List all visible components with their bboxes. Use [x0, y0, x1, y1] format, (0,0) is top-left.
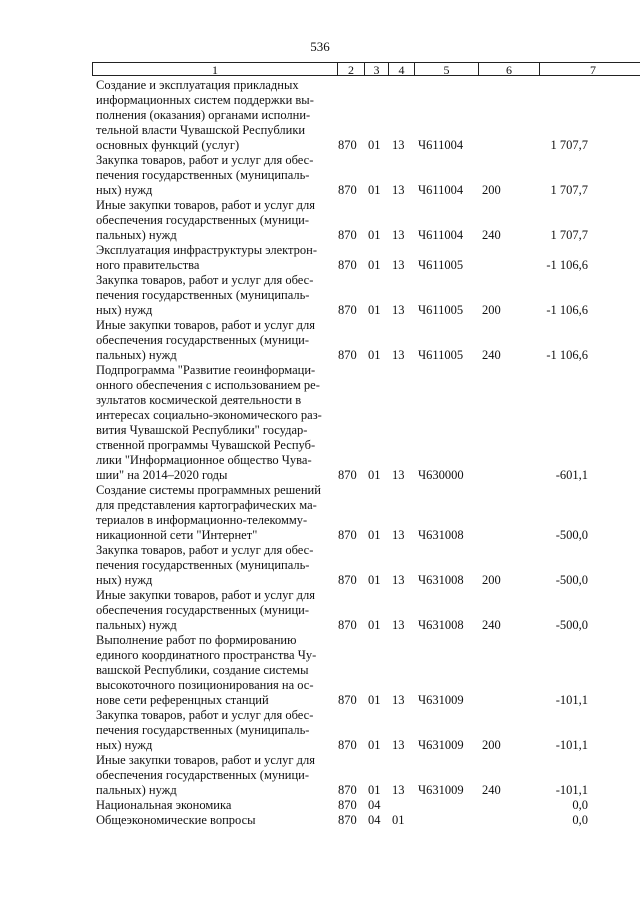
cell-c3: 01: [368, 138, 381, 152]
cell-c4: 13: [392, 348, 405, 362]
cell-c4: 13: [392, 258, 405, 272]
cell-c5: Ч611004: [418, 138, 464, 152]
table-row: [0, 813, 640, 828]
description-line: Выполнение работ по формированию: [96, 633, 297, 647]
description-line: ного правительства: [96, 258, 200, 272]
header-cell-5: 5: [414, 62, 479, 76]
header-cell-1: 1: [92, 62, 338, 76]
cell-c7: -500,0: [555, 618, 588, 632]
cell-c2: 870: [338, 258, 357, 272]
cell-c2: 870: [338, 738, 357, 752]
table-row: [0, 273, 640, 318]
description-line: пальных) нужд: [96, 783, 177, 797]
header-cell-3: 3: [364, 62, 389, 76]
description-line: Иные закупки товаров, работ и услуг для: [96, 318, 316, 332]
cell-c3: 01: [368, 348, 381, 362]
cell-c3: 04: [368, 798, 381, 812]
cell-c6: 200: [482, 303, 501, 317]
table-row: [0, 708, 640, 753]
description-line: ных) нужд: [96, 183, 153, 197]
cell-c2: 870: [338, 798, 357, 812]
cell-c7: -601,1: [555, 468, 588, 482]
budget-table: [0, 78, 640, 828]
header-cell-4: 4: [388, 62, 415, 76]
description-line: нове сети референцных станций: [96, 693, 269, 707]
cell-c3: 01: [368, 183, 381, 197]
cell-c5: Ч611005: [418, 303, 464, 317]
description-line: Закупка товаров, работ и услуг для обес-: [96, 153, 314, 167]
description-line: обеспечения государственных (муници-: [96, 213, 310, 227]
cell-c7: -500,0: [555, 528, 588, 542]
cell-c3: 01: [368, 738, 381, 752]
description-line: Иные закупки товаров, работ и услуг для: [96, 588, 316, 602]
row-description: [96, 363, 327, 483]
page-number: 536: [310, 39, 330, 54]
cell-c5: Ч611005: [418, 258, 464, 272]
table-row: [0, 153, 640, 198]
cell-c4: 13: [392, 138, 405, 152]
table-row: [0, 798, 640, 813]
table-row: [0, 198, 640, 243]
description-line: вития Чувашской Республики" государ-: [96, 423, 308, 437]
cell-c2: 870: [338, 813, 357, 827]
cell-c5: Ч631008: [418, 573, 464, 587]
cell-c5: Ч611004: [418, 228, 464, 242]
description-line: для представления картографических ма-: [96, 498, 317, 512]
description-line: основных функций (услуг): [96, 138, 240, 152]
cell-c4: 13: [392, 618, 405, 632]
table-row: [0, 543, 640, 588]
cell-c7: 1 707,7: [550, 228, 588, 242]
description-line: полнения (оказания) органами исполни-: [96, 108, 311, 122]
table-row: [0, 78, 640, 153]
cell-c5: Ч630000: [418, 468, 464, 482]
cell-c3: 01: [368, 783, 381, 797]
description-line: ственной программы Чувашской Респуб-: [96, 438, 316, 452]
description-line: Закупка товаров, работ и услуг для обес-: [96, 273, 314, 287]
cell-c6: 240: [482, 783, 501, 797]
cell-c7: -1 106,6: [546, 258, 588, 272]
cell-c4: 13: [392, 738, 405, 752]
cell-c7: -1 106,6: [546, 303, 588, 317]
description-line: зультатов космической деятельности в: [96, 393, 302, 407]
cell-c4: 13: [392, 468, 405, 482]
cell-c3: 01: [368, 303, 381, 317]
cell-c5: Ч631009: [418, 783, 464, 797]
description-line: пальных) нужд: [96, 228, 177, 242]
cell-c6: 240: [482, 618, 501, 632]
description-line: Иные закупки товаров, работ и услуг для: [96, 753, 316, 767]
cell-c5: Ч631008: [418, 528, 464, 542]
description-line: Создание системы программных решений: [96, 483, 321, 497]
cell-c2: 870: [338, 528, 357, 542]
description-line: тельной власти Чувашской Республики: [96, 123, 306, 137]
cell-c3: 01: [368, 693, 381, 707]
description-line: териалов в информационно-телекомму-: [96, 513, 308, 527]
table-row: [0, 483, 640, 543]
description-line: пальных) нужд: [96, 618, 177, 632]
cell-c2: 870: [338, 693, 357, 707]
description-line: обеспечения государственных (муници-: [96, 333, 310, 347]
description-line: Национальная экономика: [96, 798, 232, 812]
description-line: шии" на 2014–2020 годы: [96, 468, 228, 482]
header-cell-6: 6: [478, 62, 540, 76]
table-row: [0, 363, 640, 483]
description-line: лики "Информационное общество Чува-: [96, 453, 312, 467]
cell-c5: Ч611005: [418, 348, 464, 362]
cell-c7: -500,0: [555, 573, 588, 587]
cell-c2: 870: [338, 573, 357, 587]
cell-c7: -101,1: [555, 783, 588, 797]
cell-c4: 01: [392, 813, 405, 827]
cell-c4: 13: [392, 693, 405, 707]
cell-c6: 240: [482, 228, 501, 242]
description-line: вашской Республики, создание системы: [96, 663, 309, 677]
cell-c2: 870: [338, 138, 357, 152]
cell-c3: 01: [368, 618, 381, 632]
cell-c4: 13: [392, 573, 405, 587]
cell-c7: -1 106,6: [546, 348, 588, 362]
cell-c4: 13: [392, 183, 405, 197]
cell-c7: 1 707,7: [550, 183, 588, 197]
description-line: Подпрограмма "Развитие геоинформаци-: [96, 363, 316, 377]
description-line: Создание и эксплуатация прикладных: [96, 78, 299, 92]
cell-c7: 1 707,7: [550, 138, 588, 152]
cell-c3: 01: [368, 228, 381, 242]
description-line: обеспечения государственных (муници-: [96, 603, 310, 617]
cell-c4: 13: [392, 303, 405, 317]
description-line: ных) нужд: [96, 573, 153, 587]
cell-c2: 870: [338, 303, 357, 317]
table-row: [0, 753, 640, 798]
description-line: Закупка товаров, работ и услуг для обес-: [96, 708, 314, 722]
cell-c5: Ч631009: [418, 738, 464, 752]
description-line: ных) нужд: [96, 303, 153, 317]
cell-c7: -101,1: [555, 693, 588, 707]
description-line: ных) нужд: [96, 738, 153, 752]
cell-c2: 870: [338, 228, 357, 242]
table-row: [0, 243, 640, 273]
cell-c3: 04: [368, 813, 381, 827]
cell-c6: 200: [482, 183, 501, 197]
cell-c7: 0,0: [572, 813, 588, 827]
cell-c3: 01: [368, 468, 381, 482]
cell-c2: 870: [338, 183, 357, 197]
cell-c7: 0,0: [572, 798, 588, 812]
description-line: онного обеспечения с использованием ре-: [96, 378, 320, 392]
cell-c4: 13: [392, 228, 405, 242]
header-cell-7: 7: [539, 62, 640, 76]
description-line: пальных) нужд: [96, 348, 177, 362]
cell-c4: 13: [392, 528, 405, 542]
description-line: обеспечения государственных (муници-: [96, 768, 310, 782]
cell-c3: 01: [368, 258, 381, 272]
cell-c5: Ч631009: [418, 693, 464, 707]
table-row: [0, 318, 640, 363]
cell-c6: 200: [482, 738, 501, 752]
cell-c3: 01: [368, 573, 381, 587]
description-line: печения государственных (муниципаль-: [96, 168, 310, 182]
description-line: печения государственных (муниципаль-: [96, 558, 310, 572]
description-line: никационной сети "Интернет": [96, 528, 258, 542]
cell-c4: 13: [392, 783, 405, 797]
cell-c7: -101,1: [555, 738, 588, 752]
description-line: Эксплуатация инфраструктуры электрон-: [96, 243, 318, 257]
cell-c2: 870: [338, 783, 357, 797]
cell-c6: 240: [482, 348, 501, 362]
cell-c3: 01: [368, 528, 381, 542]
description-line: единого координатного пространства Чу-: [96, 648, 317, 662]
description-line: информационных систем поддержки вы-: [96, 93, 314, 107]
description-line: высокоточного позиционирования на ос-: [96, 678, 314, 692]
description-line: печения государственных (муниципаль-: [96, 288, 310, 302]
cell-c2: 870: [338, 618, 357, 632]
description-line: Закупка товаров, работ и услуг для обес-: [96, 543, 314, 557]
cell-c5: Ч611004: [418, 183, 464, 197]
cell-c6: 200: [482, 573, 501, 587]
description-line: Иные закупки товаров, работ и услуг для: [96, 198, 316, 212]
description-line: интересах социально-экономического раз-: [96, 408, 322, 422]
cell-c2: 870: [338, 348, 357, 362]
description-line: Общеэкономические вопросы: [96, 813, 256, 827]
table-row: [0, 633, 640, 708]
cell-c2: 870: [338, 468, 357, 482]
header-cell-2: 2: [337, 62, 365, 76]
cell-c5: Ч631008: [418, 618, 464, 632]
description-line: печения государственных (муниципаль-: [96, 723, 310, 737]
table-row: [0, 588, 640, 633]
